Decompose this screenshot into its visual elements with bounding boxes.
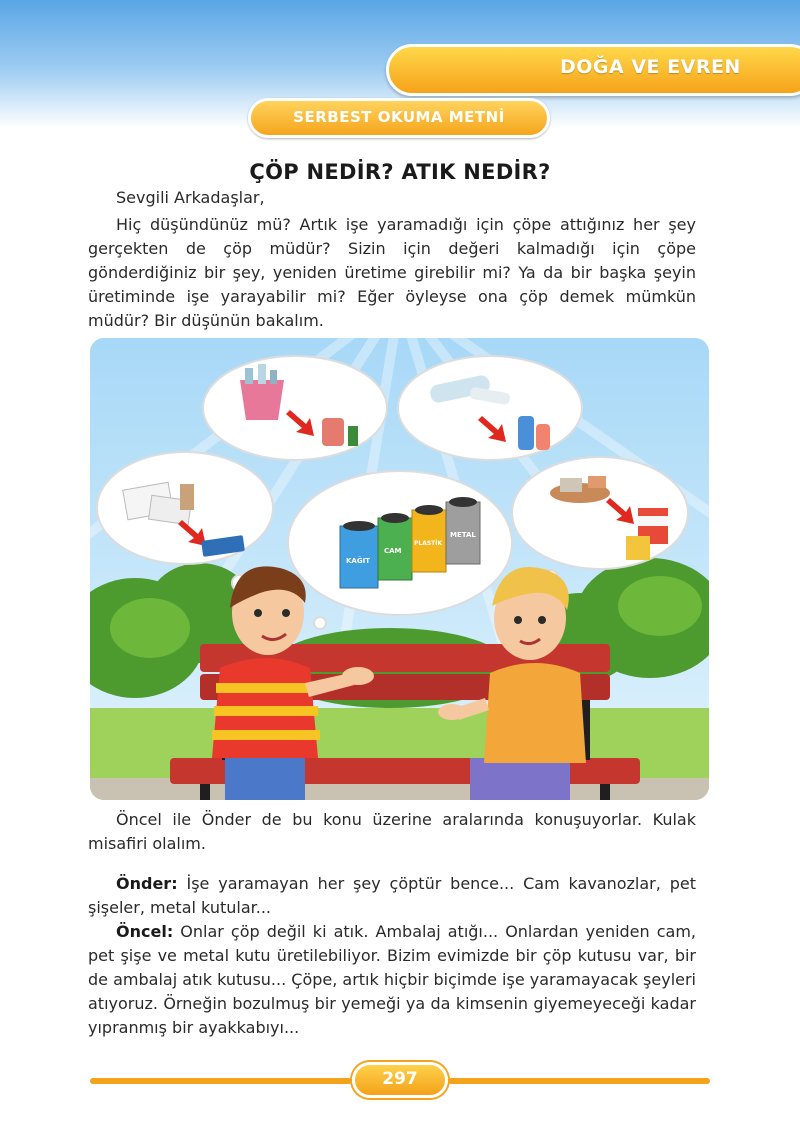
bin-label-metal: METAL bbox=[450, 531, 476, 539]
story-title: ÇÖP NEDİR? ATIK NEDİR? bbox=[249, 160, 551, 184]
footer-line-right bbox=[448, 1078, 710, 1084]
speaker-onder: Önder: bbox=[116, 874, 178, 893]
dialogue-oncel-text: Onlar çöp değil ki atık. Ambalaj atığı... Onlardan yeniden cam, pet şişe ve metal kutu üretilebiliyor. Bizim evimizde bir çöp kutusu var, bir de ambalaj atık kutusu... Çöpe, artık hiçbir biçimde işe yaramayacak şeyleri atıyoruz. Örneğin bozulmuş bir yemeği ya da kimsenin giyemeyeceği kadar yıpranmış bir ayakkabıyı... bbox=[88, 922, 696, 1037]
bin-label-plastic: PLASTİK bbox=[414, 540, 443, 547]
narration-paragraph: Öncel ile Önder de bu konu üzerine aralarında konuşuyorlar. Kulak misafiri olalım. bbox=[88, 810, 696, 853]
greeting: Sevgili Arkadaşlar, bbox=[116, 188, 265, 207]
illustration-svg bbox=[90, 338, 709, 800]
speaker-oncel: Öncel: bbox=[116, 922, 174, 941]
bin-label-paper: KAĞIT bbox=[346, 557, 370, 565]
page-number: 297 bbox=[382, 1069, 418, 1089]
recycling-illustration bbox=[90, 338, 709, 800]
dialogue-oncel bbox=[88, 920, 696, 1040]
section-title: DOĞA VE EVREN bbox=[560, 56, 741, 78]
bin-label-glass: CAM bbox=[384, 547, 402, 555]
dialogue-onder-text: İşe yaramayan her şey çöptür bence... Cam kavanozlar, pet şişeler, metal kutular... bbox=[88, 874, 696, 917]
dialogue-onder bbox=[88, 872, 696, 920]
intro-paragraph: Hiç düşündünüz mü? Artık işe yaramadığı için çöpe attığınız her şey gerçekten de çöp müdür? Sizin için değeri kalmadığı için çöpe gönderdiğiniz bir şey, yeniden üretime girebilir mi? Ya da bir başka şeyin üretiminde işe yarayabilir mi? Eğer öyleyse ona çöp demek mümkün müdür? Bir düşünün bakalım. bbox=[88, 215, 696, 330]
footer-line-left bbox=[90, 1078, 352, 1084]
reading-title: SERBEST OKUMA METNİ bbox=[293, 108, 505, 126]
